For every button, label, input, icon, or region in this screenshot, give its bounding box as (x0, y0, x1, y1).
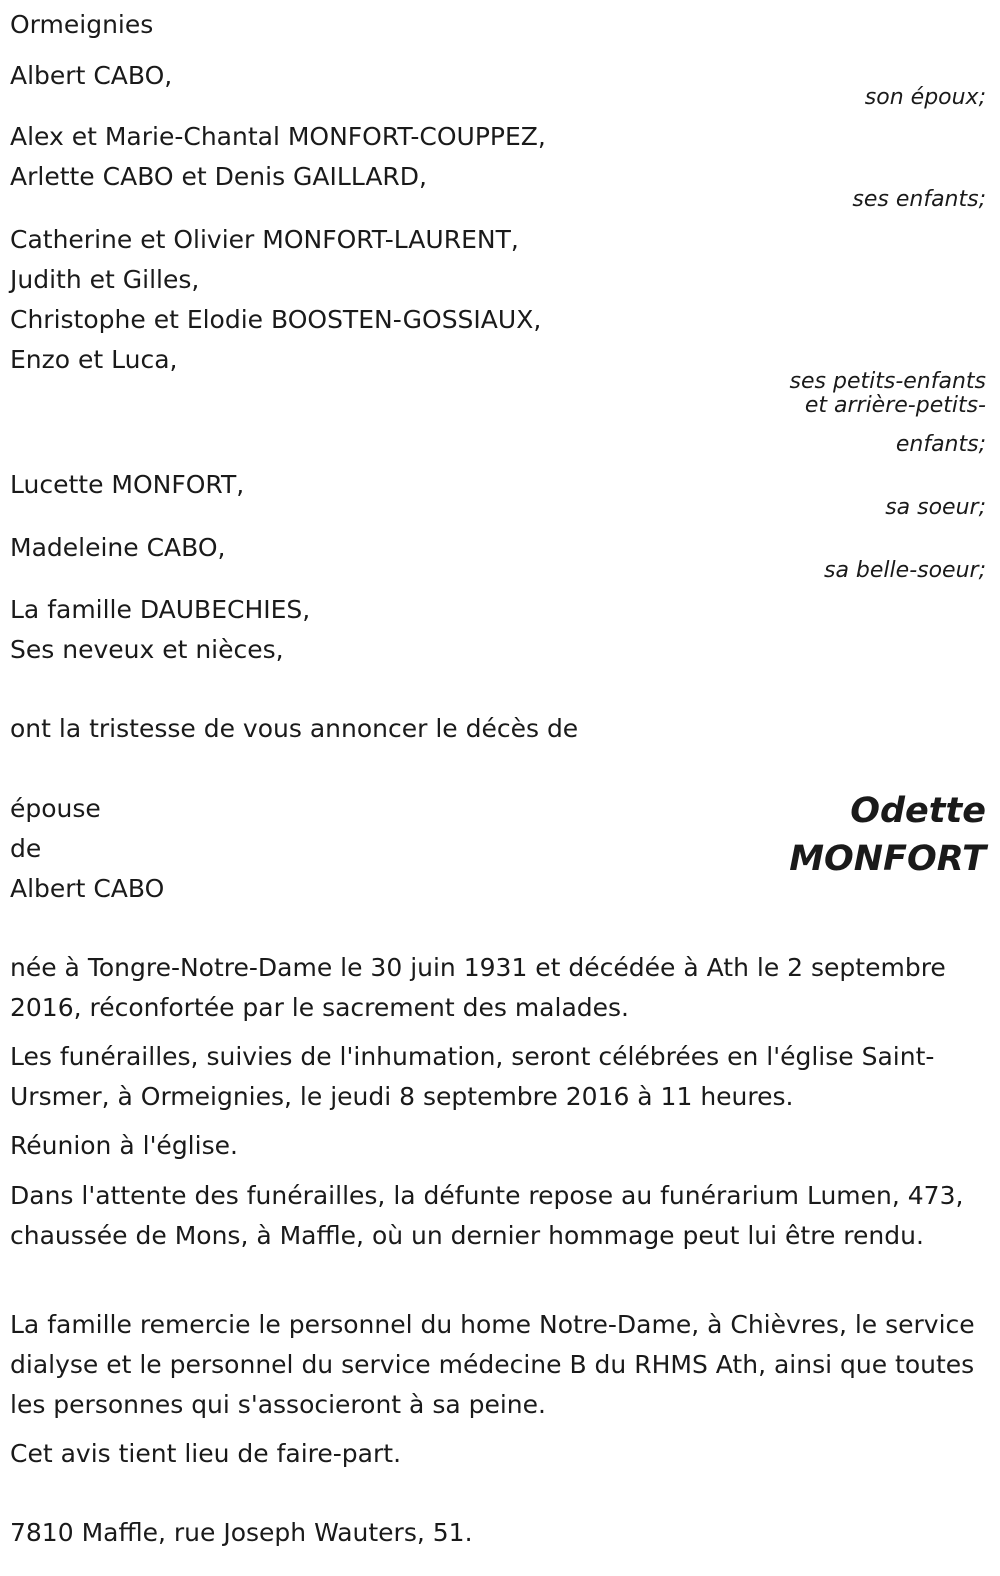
meeting-paragraph: Réunion à l'église. (10, 1131, 238, 1160)
spouse-name: Albert CABO, (10, 61, 173, 90)
other-family: La famille DAUBECHIES, (10, 595, 311, 624)
address: 7810 Maffle, rue Joseph Wauters, 51. (10, 1518, 473, 1547)
children-relation: ses enfants; (852, 187, 986, 212)
grandchild-name: Catherine et Olivier MONFORT-LAURENT, (10, 225, 519, 254)
funeral-paragraph: Les funérailles, suivies de l'inhumation, seront célébrées en l'église Saint-Ursmer, à Ormeignies, le jeudi 8 septembre 2016 à 11 heures. (10, 1042, 935, 1111)
birth-death-paragraph: née à Tongre-Notre-Dame le 30 juin 1931 et décédée à Ath le 2 septembre 2016, réconfortée par le sacrement des malades. (10, 953, 946, 1022)
sister-name: Lucette MONFORT, (10, 470, 245, 499)
grandchild-name: Christophe et Elodie BOOSTEN-GOSSIAUX, (10, 305, 542, 334)
deceased-last-name: MONFORT (789, 839, 986, 879)
funerarium-paragraph: Dans l'attente des funérailles, la défunte repose au funérarium Lumen, 473, chaussée de Mons, à Maffle, où un dernier hommage peut lui être rendu. (10, 1181, 964, 1250)
announcement-text: ont la tristesse de vous annoncer le décès de (10, 714, 579, 743)
other-family: Ses neveux et nièces, (10, 635, 284, 664)
town-heading: Ormeignies (10, 10, 154, 39)
role-line: épouse (10, 794, 101, 823)
sister-in-law-name: Madeleine CABO, (10, 533, 226, 562)
child-name: Alex et Marie-Chantal MONFORT-COUPPEZ, (10, 122, 546, 151)
grandchild-name: Enzo et Luca, (10, 345, 178, 374)
child-name: Arlette CABO et Denis GAILLARD, (10, 162, 428, 191)
grandchild-name: Judith et Gilles, (10, 265, 200, 294)
grandchildren-relation: ses petits-enfants et arrière-petits- (789, 369, 986, 418)
deceased-first-name: Odette (850, 791, 986, 831)
thanks-paragraph: La famille remercie le personnel du home Notre-Dame, à Chièvres, le service dialyse et le personnel du service médecine B du RHMS Ath, ainsi que toutes les personnes qui s'associeront à sa peine. (10, 1310, 975, 1419)
notice-paragraph: Cet avis tient lieu de faire-part. (10, 1439, 402, 1468)
spouse-relation: son époux; (864, 85, 986, 110)
sister-in-law-relation: sa belle-soeur; (824, 558, 986, 583)
grandchildren-relation-end: enfants; (895, 432, 986, 457)
role-line: de (10, 834, 42, 863)
role-line: Albert CABO (10, 874, 165, 903)
sister-relation: sa soeur; (885, 495, 986, 520)
